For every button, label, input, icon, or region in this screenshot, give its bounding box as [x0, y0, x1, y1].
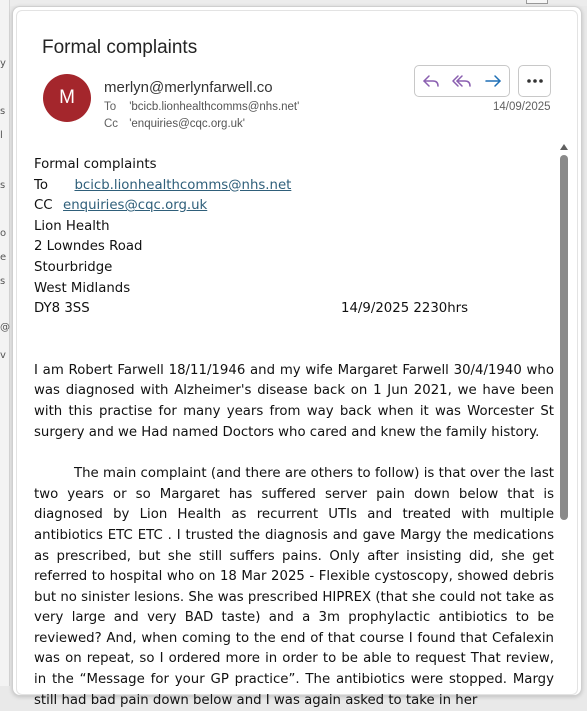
- vertical-scrollbar[interactable]: [558, 141, 570, 701]
- background-window-button: [526, 0, 548, 4]
- to-label: To: [104, 101, 117, 113]
- address-postcode: DY8 3SS: [34, 301, 90, 317]
- body-to-label: To: [34, 177, 48, 193]
- message-card: [16, 10, 578, 708]
- background-window-edge: y s l s o e s @ v: [0, 0, 10, 686]
- body-paragraph-1: I am Robert Farwell 18/11/1946 and my wife Margaret Farwell 30/4/1940 who was diagnosed with Alzheimer's disease back on 1 Jun 2021, we have been with this practise for many years from way back when it was Worcester St surgery and we Had named Doctors who cared and knew the family history.: [34, 362, 554, 440]
- body-cc-label: CC: [34, 198, 53, 214]
- reply-all-button[interactable]: [446, 66, 477, 96]
- address-line-1: Lion Health: [34, 218, 110, 234]
- to-recipients: [104, 101, 299, 113]
- postcode-date-line: [34, 299, 554, 320]
- forward-button[interactable]: [478, 66, 509, 96]
- address-line-2: 2 Lowndes Road: [34, 239, 143, 255]
- sender-address[interactable]: merlyn@merlynfarwell.co: [104, 79, 273, 96]
- body-paragraph-2: [34, 464, 554, 711]
- message-body: [34, 155, 554, 711]
- cc-recipients: [104, 118, 245, 130]
- more-icon: [526, 78, 544, 84]
- avatar-initial: M: [59, 87, 75, 108]
- message-date: 14/09/2025: [493, 101, 551, 113]
- scroll-up-icon: [560, 144, 568, 150]
- cc-recipient[interactable]: 'enquiries@cqc.org.uk': [129, 118, 245, 130]
- paragraph-gap: [34, 443, 554, 464]
- letter-datetime: 14/9/2025 2230hrs: [341, 301, 469, 317]
- reply-all-icon: [452, 73, 472, 89]
- body-to-line: [34, 176, 554, 197]
- sender-avatar[interactable]: [43, 74, 91, 122]
- scroll-thumb[interactable]: [560, 155, 568, 520]
- body-paragraph-2-text: The main complaint (and there are others to follow) is that over the last two years or so Margaret has suffered server pain down below that is diagnosed by Lion Health as recurrent UTIs and treated with multiple antibiotics ETC ETC . I trusted the diagnosis and gave Margy the medications as prescribed, but she still suffers pains. Only after insisting did, she get referred to hospital who on 18 Mar 2025 - Flexible cystoscopy, showed debris but no sinister lesions. She was prescribed HIPREX (that she could not take as very large and very BAD taste) and a 3m prophylactic antibiotics to be reviewed? And, when coming to the end of that course I found that Cefalexin was on repeat, so I ordered more in order to be able to request That review, in the “Message for your GP practice”. The antibiotics were stopped. Margy still had bad pain down below and I was again asked to take in her: [34, 466, 554, 708]
- body-title: Formal complaints: [34, 157, 157, 172]
- reply-button[interactable]: [415, 66, 446, 96]
- reply-action-group: [414, 65, 510, 97]
- message-subject: Formal complaints: [42, 37, 198, 58]
- to-recipient[interactable]: 'bcicb.lionhealthcomms@nhs.net': [129, 101, 300, 113]
- scroll-up-button[interactable]: [559, 141, 569, 153]
- address-line-4: West Midlands: [34, 280, 131, 296]
- cc-label: Cc: [104, 118, 119, 130]
- message-reading-pane: [12, 6, 582, 708]
- forward-icon: [484, 73, 502, 89]
- address-line-3: Stourbridge: [34, 259, 113, 275]
- body-to-link[interactable]: bcicb.lionhealthcomms@nhs.net: [74, 177, 292, 193]
- more-actions-button[interactable]: [518, 65, 551, 97]
- body-cc-line: [34, 196, 554, 217]
- body-cc-link[interactable]: enquiries@cqc.org.uk: [63, 198, 208, 214]
- blank-space: [34, 320, 554, 361]
- reply-icon: [422, 73, 440, 89]
